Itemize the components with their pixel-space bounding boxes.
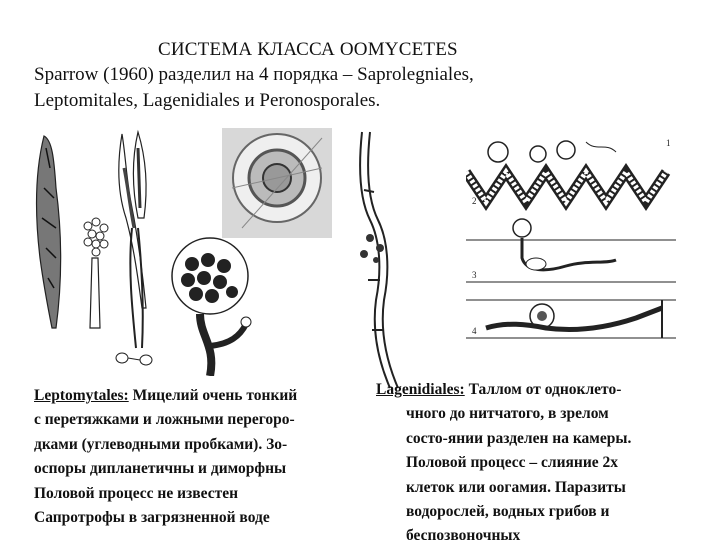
leptomitales-line-6: Сапротрофы в загрязненной воде [34,509,270,527]
lagenidiales-line-2: чного до нитчатого, в зрелом [406,405,609,423]
lagenidiales-caption [376,378,706,549]
figure-row-2 [466,172,666,202]
slide-subtitle-line-2: Leptomitales, Lagenidiales и Peronosporales. [34,90,381,111]
label-1: 1 [666,138,671,148]
figure-row-3 [466,219,676,282]
lagenidiales-heading: Lagenidiales: [376,381,465,398]
label-3: 3 [472,270,477,280]
lagenidiales-line-6: водорослей, водных грибов и [406,503,610,521]
lagenidiales-line-3: состо-янии разделен на камеры. [406,429,632,447]
lagenidiales-hypha-illustration [350,130,410,390]
lagenidiales-line-5: клеток или оогамия. Паразиты [406,478,626,496]
leptomitales-caption [34,384,374,530]
label-2: 2 [472,196,477,206]
leptomitales-line-5: Половой процесс не известен [34,484,239,502]
figure-row-4 [466,300,676,338]
leptomitales-line-3: дками (углеводными пробками). Зо- [34,435,288,453]
lagenidiales-line-1: Таллом от одноклето- [464,381,622,398]
spore-cluster [84,218,108,256]
label-4: 4 [472,326,477,336]
lagenidiales-line-4: Половой процесс – слияние 2х [406,454,619,472]
title-block [34,38,714,114]
lagenidiales-line-7: беспозвоночных [406,527,521,545]
numbered-figure-panel [466,132,676,342]
leptomitales-line-4: оспоры дипланетичны и диморфны [34,460,287,478]
oogonium-photo [222,128,332,238]
sporangium-shape [37,136,61,328]
slide-title: СИСТЕМА КЛАССА OOMYCETES [158,39,458,60]
slide-subtitle-line-1: Sparrow (1960) разделил на 4 порядка – Saprolegniales, [34,64,474,85]
oospore-cluster-illustration [160,236,270,376]
leptomitales-line-1: Мицелий очень тонкий [128,387,298,404]
leptomitales-line-2: с перетяжками и ложными перегоро- [34,411,295,429]
leptomitales-heading: Leptomytales: [34,387,129,404]
figure-row-1 [488,141,616,162]
